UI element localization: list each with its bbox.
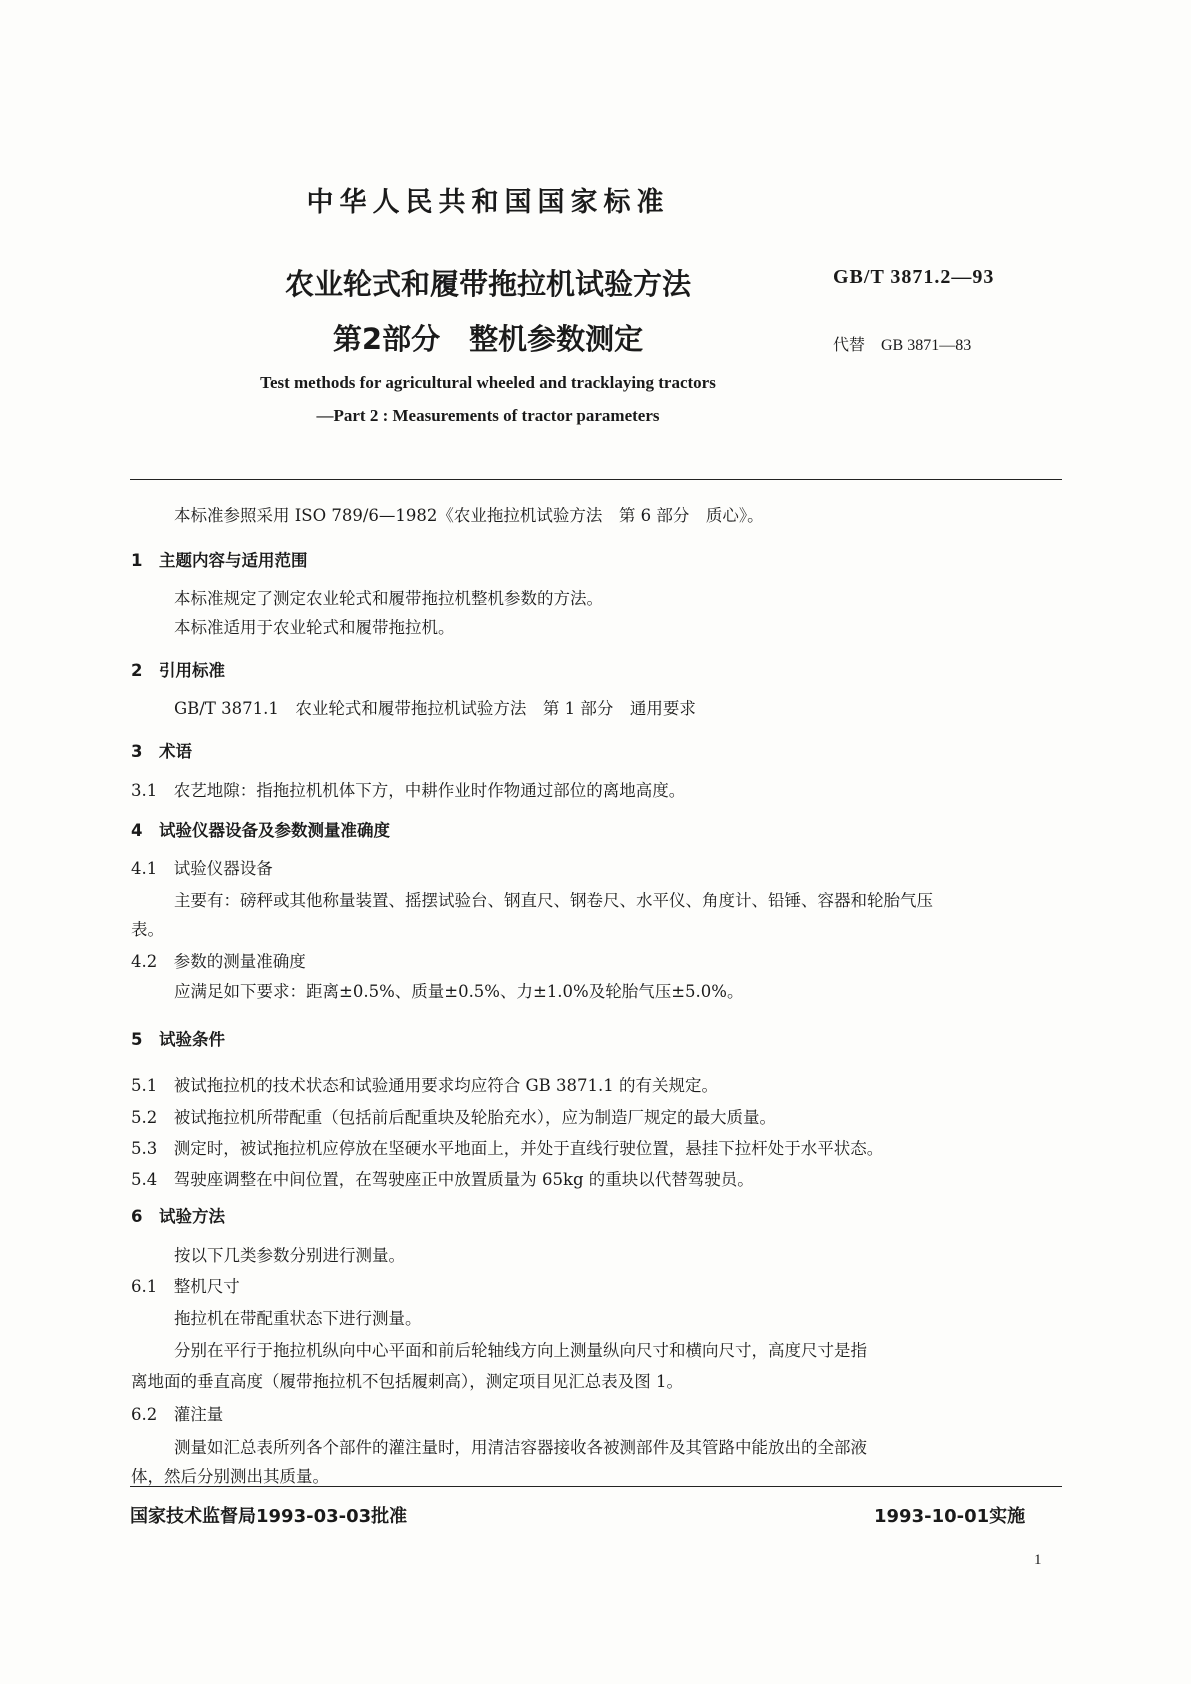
effective-date: 1993-10-01实施 <box>874 1506 1026 1527</box>
replaces-standard: 代替 GB 3871—83 <box>833 337 972 354</box>
section-2-paragraph: GB/T 3871.1 农业轮式和履带拖拉机试验方法 第 1 部分 通用要求 <box>174 699 696 718</box>
clause-4-1-paragraph-line-2: 表。 <box>131 920 164 939</box>
clause-6-2-paragraph-line-2: 体，然后分别测出其质量。 <box>131 1467 329 1486</box>
clause-6-1-paragraph-2-line-2: 离地面的垂直高度（履带拖拉机不包括履刺高），测定项目见汇总表及图 1。 <box>131 1372 683 1391</box>
clause-6-2-paragraph-line-1: 测量如汇总表所列各个部件的灌注量时，用清洁容器接收各被测部件及其管路中能放出的全部液 <box>174 1438 867 1457</box>
section-4-heading: 4 试验仪器设备及参数测量准确度 <box>131 821 390 840</box>
section-1-paragraph-2: 本标准适用于农业轮式和履带拖拉机。 <box>174 618 455 637</box>
approval-date: 国家技术监督局1993-03-03批准 <box>130 1506 408 1527</box>
clause-5-3: 5.3 测定时，被试拖拉机应停放在坚硬水平地面上，并处于直线行驶位置，悬挂下拉杆处于水平状态。 <box>131 1139 884 1158</box>
section-5-heading: 5 试验条件 <box>131 1030 225 1049</box>
clause-5-1: 5.1 被试拖拉机的技术状态和试验通用要求均应符合 GB 3871.1 的有关规定。 <box>131 1076 719 1095</box>
section-1-heading: 1 主题内容与适用范围 <box>131 551 308 570</box>
section-2-heading: 2 引用标准 <box>131 661 225 680</box>
title-chinese-line-2: 第2部分 整机参数测定 <box>332 322 644 356</box>
clause-4-1: 4.1 试验仪器设备 <box>131 859 273 878</box>
header-divider <box>130 479 1062 480</box>
clause-4-2-paragraph: 应满足如下要求：距离±0.5%、质量±0.5%、力±1.0%及轮胎气压±5.0%。 <box>174 982 744 1001</box>
clause-6-2: 6.2 灌注量 <box>131 1405 224 1424</box>
clause-3-1: 3.1 农艺地隙：指拖拉机机体下方，中耕作业时作物通过部位的离地高度。 <box>131 781 686 800</box>
clause-4-1-paragraph-line-1: 主要有：磅秤或其他称量装置、摇摆试验台、钢直尺、钢卷尺、水平仪、角度计、铅锤、容器和轮胎气压 <box>174 891 933 910</box>
page-number: 1 <box>1034 1552 1042 1568</box>
clause-4-2: 4.2 参数的测量准确度 <box>131 952 306 971</box>
section-3-heading: 3 术语 <box>131 742 192 761</box>
title-english-line-2: —Part 2 : Measurements of tractor parameters <box>316 406 660 425</box>
title-english-line-1: Test methods for agricultural wheeled and tracklaying tractors <box>260 373 716 392</box>
national-standard-heading: 中华人民共和国国家标准 <box>306 187 670 218</box>
section-1-paragraph-1: 本标准规定了测定农业轮式和履带拖拉机整机参数的方法。 <box>174 589 603 608</box>
footer-divider <box>130 1486 1062 1487</box>
standard-code: GB/T 3871.2—93 <box>833 266 995 288</box>
clause-5-2: 5.2 被试拖拉机所带配重（包括前后配重块及轮胎充水），应为制造厂规定的最大质量。 <box>131 1108 776 1127</box>
section-6-paragraph: 按以下几类参数分别进行测量。 <box>174 1246 405 1265</box>
section-6-heading: 6 试验方法 <box>131 1207 225 1226</box>
title-chinese-line-1: 农业轮式和履带拖拉机试验方法 <box>284 267 691 301</box>
clause-6-1-paragraph-2-line-1: 分别在平行于拖拉机纵向中心平面和前后轮轴线方向上测量纵向尺寸和横向尺寸，高度尺寸是指 <box>174 1341 867 1360</box>
clause-6-1: 6.1 整机尺寸 <box>131 1277 240 1296</box>
intro-paragraph: 本标准参照采用 ISO 789/6—1982《农业拖拉机试验方法 第 6 部分 质心》。 <box>174 506 764 525</box>
clause-5-4: 5.4 驾驶座调整在中间位置，在驾驶座正中放置质量为 65kg 的重块以代替驾驶员。 <box>131 1170 754 1189</box>
clause-6-1-paragraph-1: 拖拉机在带配重状态下进行测量。 <box>174 1309 422 1328</box>
